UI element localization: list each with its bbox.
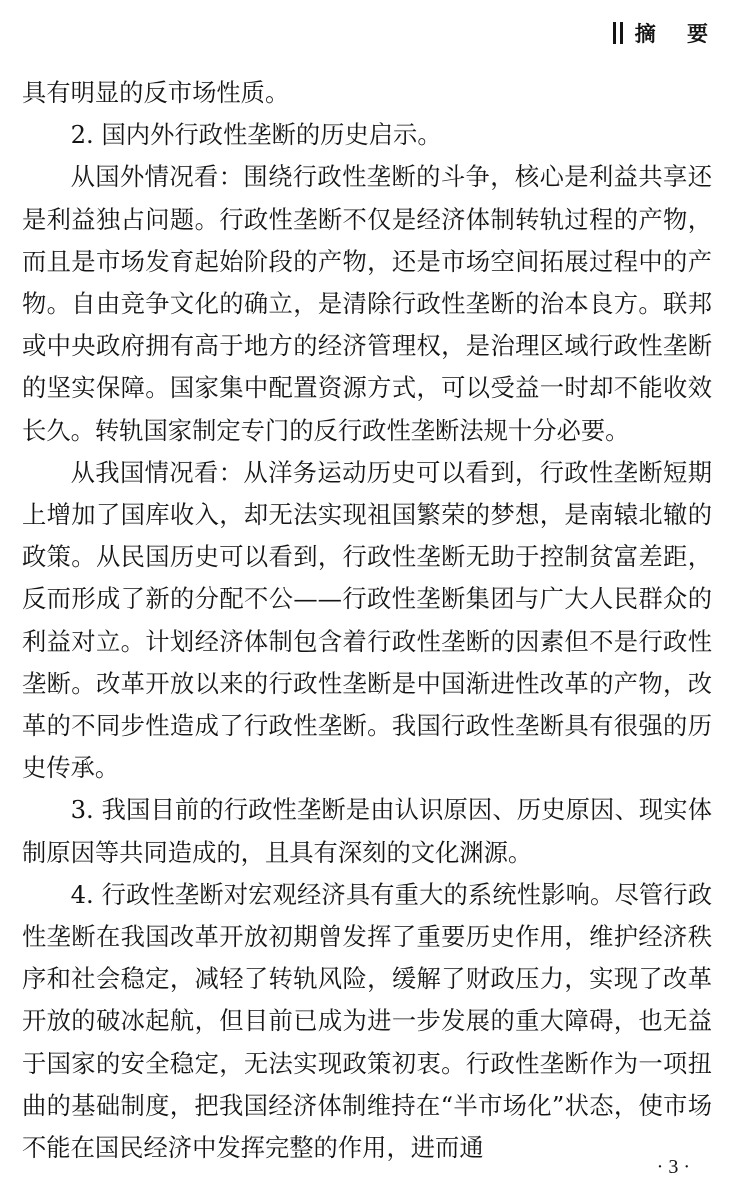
- paragraph-point-3: 3. 我国目前的行政性垄断是由认识原因、历史原因、现实体制原因等共同造成的，且具有深刻的文化渊源。: [22, 795, 712, 867]
- paragraph-domestic-experience: 从我国情况看：从洋务运动历史可以看到，行政性垄断短期上增加了国库收入，却无法实现祖国繁荣的梦想，是南辕北辙的政策。从民国历史可以看到，行政性垄断无助于控制贫富差距，反而形成了新的分配不公——行政性垄断集团与广大人民群众的利益对立。计划经济体制包含着行政性垄断的因素但不是行政性垄断。改革开放以来的行政性垄断是中国渐进性改革的产物，改革的不同步性造成了行政性垄断。我国行政性垄断具有很强的历史传承。: [22, 457, 712, 783]
- page-number: · 3 ·: [656, 1156, 690, 1178]
- paragraph-continuation: 具有明显的反市场性质。: [22, 78, 290, 107]
- header-rule: [620, 22, 623, 44]
- page-body: [22, 72, 712, 1169]
- header-title: 摘 要: [634, 21, 708, 46]
- paragraph-point-4: 4. 行政性垄断对宏观经济具有重大的系统性影响。尽管行政性垄断在我国改革开放初期曾发挥了重要历史作用，维护经济秩序和社会稳定，减轻了转轨风险，缓解了财政压力，实现了改革开放的破冰起航，但目前已成为进一步发展的重大障碍，也无益于国家的安全稳定，无法实现政策初衷。行政性垄断作为一项扭曲的基础制度，把我国经济体制维持在“半市场化”状态，使市场不能在国民经济中发挥完整的作用，进而通: [22, 879, 712, 1163]
- header-rule: [613, 22, 616, 44]
- paragraph-foreign-experience: 从国外情况看：围绕行政性垄断的斗争，核心是利益共享还是利益独占问题。行政性垄断不仅是经济体制转轨过程的产物，而且是市场发育起始阶段的产物，还是市场空间拓展过程中的产物。自由竞争文化的确立，是清除行政性垄断的治本良方。联邦或中央政府拥有高于地方的经济管理权，是治理区域行政性垄断的坚实保障。国家集中配置资源方式，可以受益一时却不能收效长久。转轨国家制定专门的反行政性垄断法规十分必要。: [22, 162, 712, 445]
- running-header: [613, 18, 708, 48]
- paragraph-point-2-heading: 2. 国内外行政性垄断的历史启示。: [70, 120, 442, 150]
